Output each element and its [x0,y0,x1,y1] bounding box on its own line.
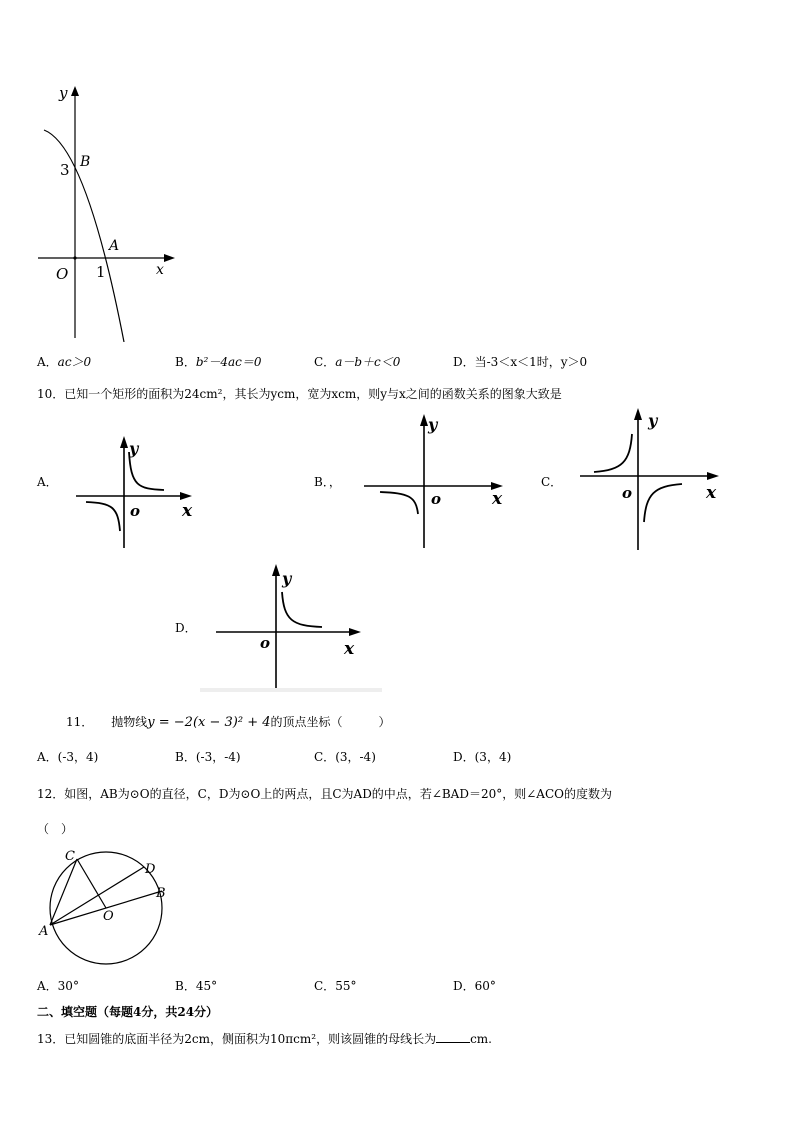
q11-option-a [37,749,98,765]
q10-stem: 10．已知一个矩形的面积为24cm²，其长为ycm，宽为xcm，则y与x之间的函数关系的图象大致是 [37,387,562,401]
q13-answer-blank[interactable] [436,1031,470,1043]
q9-origin-label: O [56,265,69,283]
q9-option-d [453,354,587,370]
q9-option-b-text: b²－4ac＝0 [195,355,262,369]
q11-option-a-letter: A． [37,750,58,764]
q11-stem [66,712,391,733]
q10-c-axis-y: y [648,411,658,430]
q11-stem-suffix: 的顶点坐标（ ） [270,715,391,729]
q12-label-O: O [103,909,114,924]
q12-label-C: C [65,849,75,864]
q9-option-d-letter: D． [453,355,475,369]
q11-option-c [314,749,376,765]
q12-option-a-letter: A． [37,979,58,993]
q12-stem: 12．如图，AB为⊙O的直径，C，D为⊙O上的两点，且C为AD的中点，若∠BAD＝20°，则∠ACO的度数为 [37,787,612,801]
q11-option-b-letter: B． [175,750,196,764]
q10-b-axis-x: x [492,489,503,509]
q10-a-axis-y: y [129,439,139,458]
q11-option-b-text: (-3，-4) [195,750,241,764]
q11-option-c-text: (3，-4) [335,750,376,764]
q11-option-d-letter: D． [453,750,475,764]
q9-axis-y-label: y [59,84,68,102]
q9-label-1: 1 [96,263,106,281]
q10-d-axis-y: y [282,569,292,588]
q9-option-a [37,354,91,370]
q12-option-d-letter: D． [453,979,475,993]
q9-label-3: 3 [60,161,70,179]
q9-label-A: A [109,238,120,254]
q13-unit: cm. [470,1032,492,1046]
q10-c-origin: o [622,484,633,502]
q12-option-a-text: 30° [57,979,79,993]
q13-stem-line [37,1031,492,1047]
q9-option-b-letter: B． [175,355,196,369]
q12-option-a [37,978,79,994]
q12-option-b-letter: B． [175,979,196,993]
q10-d-axis-x: x [344,639,355,659]
q10-b-origin: o [431,490,442,508]
q9-option-a-text: ac＞0 [57,355,92,369]
q11-option-d-text: (3，4) [474,750,512,764]
q12-circle-figure [36,846,176,976]
q11-option-a-text: (-3，4) [57,750,99,764]
q12-option-b [175,978,217,994]
q9-option-c-letter: C． [314,355,336,369]
q12-option-c-letter: C． [314,979,336,993]
q10-b-axis-y: y [428,415,438,434]
q9-option-a-letter: A． [37,355,58,369]
q12-option-c [314,978,356,994]
q12-label-B: B [156,886,166,901]
q9-option-d-text: 当-3＜x＜1时，y＞0 [474,355,588,369]
q9-option-b [175,354,261,370]
q10-graph-b [360,410,510,550]
q11-formula: y = −2(x − 3)² + 4 [147,715,271,730]
q12-label-A: A [39,924,49,939]
q9-option-c-text: a－b＋c＜0 [335,355,401,369]
q9-label-B: B [80,154,91,170]
q10-graph-c [578,404,728,554]
q10-a-origin: o [130,502,141,520]
q10-label-c: C． [541,475,563,489]
q10-label-a: A． [37,475,58,489]
section-2-title: 二、填空题（每题4分，共24分） [37,1005,219,1019]
q10-a-axis-x: x [182,501,193,521]
q12-option-d-text: 60° [474,979,496,993]
q13-stem: 13．已知圆锥的底面半径为2cm，侧面积为10πcm²，则该圆锥的母线长为 [37,1032,437,1046]
q10-label-d: D． [175,621,197,635]
q10-graph-a [72,432,202,552]
q12-option-b-text: 45° [195,979,218,993]
q9-option-c [314,354,400,370]
q9-axis-x-label: x [156,262,164,278]
q12-option-d [453,978,496,994]
q10-c-axis-x: x [706,483,717,503]
q11-option-d [453,749,511,765]
q12-option-c-text: 55° [335,979,357,993]
q11-stem-prefix: 11． 抛物线 [66,715,148,729]
q10-graph-d-bottom-shadow [200,688,382,692]
q11-option-c-letter: C． [314,750,336,764]
q11-option-b [175,749,241,765]
q12-paren: （ ） [37,822,74,836]
q10-graph-d [212,560,372,692]
q12-label-D: D [145,862,156,877]
q10-d-origin: o [260,634,271,652]
q9-parabola-graph [30,80,190,342]
q10-label-b: B．， [314,475,341,489]
